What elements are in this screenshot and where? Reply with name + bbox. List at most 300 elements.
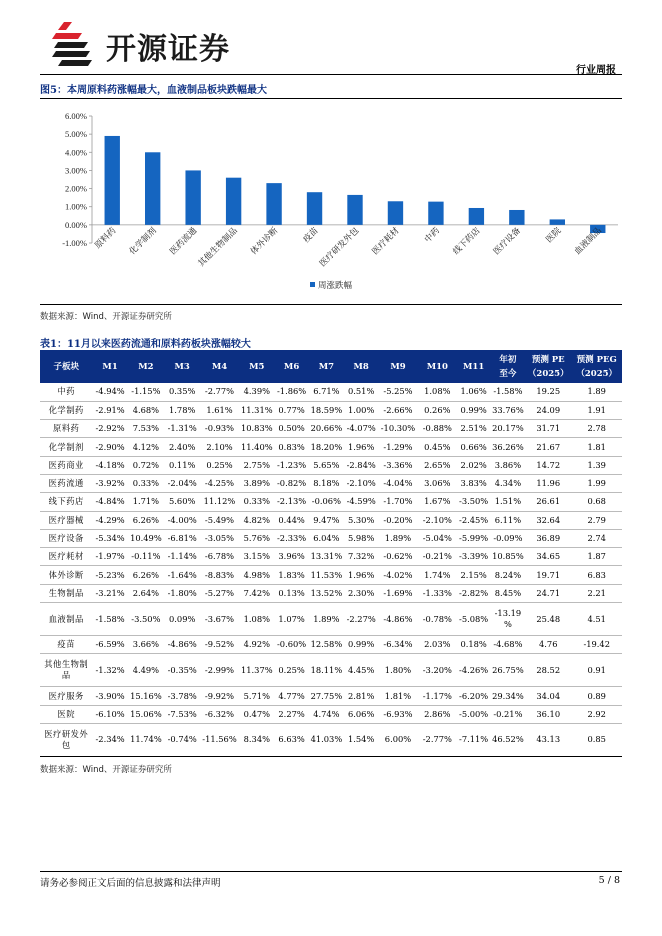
table-cell: -0.06% [308, 493, 344, 511]
table-cell: 0.99% [456, 401, 490, 419]
x-category-label: 医疗耗材 [370, 225, 402, 258]
table-cell: -1.29% [378, 438, 418, 456]
table-cell: 1.61% [200, 401, 238, 419]
table-cell: -1.58% [92, 603, 127, 636]
header-pe-line2: （2025） [527, 368, 569, 379]
table-cell: 2.79 [571, 511, 622, 529]
table-cell: 2.78 [571, 420, 622, 438]
table-cell: 26.61 [525, 493, 571, 511]
table-cell: -5.04% [418, 529, 456, 547]
table-row [40, 636, 622, 654]
footer-disclaimer: 请务必参阅正文后面的信息披露和法律声明 [40, 878, 221, 889]
table-cell: -1.32% [92, 654, 127, 687]
table-cell: 2.75% [239, 456, 275, 474]
table-cell: 1.07% [275, 603, 308, 636]
table-cell: -2.84% [345, 456, 378, 474]
table-cell: -0.82% [275, 474, 308, 492]
table-cell: -4.02% [378, 566, 418, 584]
table-header-row [40, 350, 622, 383]
table-cell: -4.86% [164, 636, 200, 654]
table-cell: 7.42% [239, 584, 275, 602]
bar [509, 210, 524, 225]
table-row [40, 456, 622, 474]
table-cell: 36.10 [525, 705, 571, 723]
row-label-cell: 线下药店 [40, 493, 92, 511]
table-cell: -2.92% [92, 420, 127, 438]
header-cell-pe [525, 350, 571, 383]
bar [347, 195, 362, 225]
table-cell: 20.17% [491, 420, 525, 438]
table-cell: -6.20% [456, 687, 490, 705]
table-cell: -6.32% [200, 705, 238, 723]
table-cell: -1.64% [164, 566, 200, 584]
table-cell: -0.21% [418, 548, 456, 566]
table-cell: -3.20% [418, 654, 456, 687]
header-cell: M6 [275, 350, 308, 383]
table-cell: -3.78% [164, 687, 200, 705]
table-cell: 11.40% [239, 438, 275, 456]
table-cell: 2.10% [200, 438, 238, 456]
table-cell: 1.00% [345, 401, 378, 419]
row-label-cell: 医疗服务 [40, 687, 92, 705]
table-cell: 0.85 [571, 723, 622, 756]
x-category-label: 化学制剂 [127, 225, 159, 258]
figure-caption: 图5：本周原料药涨幅最大，血液制品板块跌幅最大 [40, 85, 267, 96]
header-rule [40, 74, 622, 75]
table-cell: -3.50% [456, 493, 490, 511]
row-label-cell: 医疗器械 [40, 511, 92, 529]
header-cell: M8 [345, 350, 378, 383]
table-cell: -0.09% [491, 529, 525, 547]
table-cell: -1.31% [164, 420, 200, 438]
table-cell: -3.90% [92, 687, 127, 705]
header-cell: M3 [164, 350, 200, 383]
table-cell: 1.89% [378, 529, 418, 547]
table-cell: 1.54% [345, 723, 378, 756]
table-cell: 15.16% [128, 687, 164, 705]
table-cell: -1.80% [164, 584, 200, 602]
table-cell: 7.32% [345, 548, 378, 566]
x-category-label: 原料药 [93, 225, 119, 252]
bar [185, 170, 200, 224]
table-cell: 7.53% [128, 420, 164, 438]
table-cell: 9.47% [308, 511, 344, 529]
table-cell: 10.49% [128, 529, 164, 547]
table-cell: 28.52 [525, 654, 571, 687]
table-row [40, 687, 622, 705]
y-tick-label: -1.00% [62, 238, 87, 248]
x-category-label: 中药 [422, 225, 443, 246]
table-cell: -4.18% [92, 456, 127, 474]
row-label-cell: 生物制品 [40, 584, 92, 602]
table-cell: 0.66% [456, 438, 490, 456]
table-cell: 1.87 [571, 548, 622, 566]
table-cell: 31.71 [525, 420, 571, 438]
table-cell: 1.67% [418, 493, 456, 511]
table-cell: 5.98% [345, 529, 378, 547]
table-cell: -1.86% [275, 383, 308, 401]
table-cell: 1.78% [164, 401, 200, 419]
table-cell: -0.93% [200, 420, 238, 438]
table-cell: 0.77% [275, 401, 308, 419]
table-cell: 2.51% [456, 420, 490, 438]
table-cell: 43.13 [525, 723, 571, 756]
y-tick-label: 5.00% [65, 129, 87, 140]
table-cell: -2.45% [456, 511, 490, 529]
table-cell: 14.72 [525, 456, 571, 474]
table-cell: -2.34% [92, 723, 127, 756]
brand-name: 开源证券 [106, 32, 230, 67]
table-cell: 0.99% [345, 636, 378, 654]
table-cell: -2.04% [164, 474, 200, 492]
table-cell: 0.50% [275, 420, 308, 438]
table-cell: -0.21% [491, 705, 525, 723]
table-cell: -4.25% [200, 474, 238, 492]
row-label-cell: 医药商业 [40, 456, 92, 474]
table-cell: 29.34% [491, 687, 525, 705]
bar [388, 201, 403, 225]
table-cell: 0.68 [571, 493, 622, 511]
header-cell: M4 [200, 350, 238, 383]
row-label-cell: 化学制药 [40, 401, 92, 419]
table-row [40, 383, 622, 401]
table-cell: 5.60% [164, 493, 200, 511]
table-cell: -1.58% [491, 383, 525, 401]
table-cell: -3.05% [200, 529, 238, 547]
table-cell: 1.83% [275, 566, 308, 584]
table-cell: 5.65% [308, 456, 344, 474]
table-cell: 0.25% [200, 456, 238, 474]
table-cell: -4.04% [378, 474, 418, 492]
table-cell: 6.11% [491, 511, 525, 529]
table-cell: -1.17% [418, 687, 456, 705]
bar [145, 152, 160, 225]
table-cell: -5.34% [92, 529, 127, 547]
table-cell: 6.26% [128, 566, 164, 584]
x-category-label: 疫苗 [301, 225, 321, 246]
table-cell: -2.77% [418, 723, 456, 756]
figure-source: 数据来源：Wind、开源证券研究所 [40, 312, 172, 322]
bar [105, 136, 120, 225]
table-cell: -3.39% [456, 548, 490, 566]
table-cell: 8.24% [491, 566, 525, 584]
table-row [40, 548, 622, 566]
table-cell: 0.51% [345, 383, 378, 401]
header-cell: M1 [92, 350, 127, 383]
x-category-label: 医疗设备 [491, 225, 523, 258]
table-row [40, 705, 622, 723]
table-cell: -4.68% [491, 636, 525, 654]
table-cell: -0.74% [164, 723, 200, 756]
table-cell: 18.59% [308, 401, 344, 419]
table-cell: 2.02% [456, 456, 490, 474]
table-cell: 11.96 [525, 474, 571, 492]
table-cell: -0.20% [378, 511, 418, 529]
header-pe-line1: 预测 PE [531, 354, 565, 365]
table-cell: 6.71% [308, 383, 344, 401]
table-cell: -1.69% [378, 584, 418, 602]
header-cell: M5 [239, 350, 275, 383]
table-cell: -3.67% [200, 603, 238, 636]
table-cell: 10.83% [239, 420, 275, 438]
table-cell: 19.71 [525, 566, 571, 584]
table-cell: -2.13% [275, 493, 308, 511]
bar [307, 192, 322, 225]
brand-logo [52, 20, 252, 66]
table-cell: 0.11% [164, 456, 200, 474]
table-cell: -5.08% [456, 603, 490, 636]
table-cell: -4.07% [345, 420, 378, 438]
row-label-cell: 医院 [40, 705, 92, 723]
table-cell: 21.67 [525, 438, 571, 456]
table-cell: 18.20% [308, 438, 344, 456]
table-cell: -1.14% [164, 548, 200, 566]
table-row [40, 474, 622, 492]
table-cell: 6.00% [378, 723, 418, 756]
table-cell: 1.06% [456, 383, 490, 401]
table-cell: -6.59% [92, 636, 127, 654]
table-cell: -0.62% [378, 548, 418, 566]
legend-label: 周涨跌幅 [318, 281, 353, 291]
table-cell: 8.18% [308, 474, 344, 492]
x-category-label: 其他生物制品 [196, 225, 240, 270]
table-cell: 6.26% [128, 511, 164, 529]
table-cell: 1.96% [345, 566, 378, 584]
table-cell: -4.29% [92, 511, 127, 529]
row-label-cell: 其他生物制品 [40, 654, 92, 687]
table-cell: -1.33% [418, 584, 456, 602]
table-cell: 2.81% [345, 687, 378, 705]
table-row [40, 420, 622, 438]
table-cell: 0.13% [275, 584, 308, 602]
table-cell: 2.27% [275, 705, 308, 723]
row-label-cell: 体外诊断 [40, 566, 92, 584]
table-cell: -2.27% [345, 603, 378, 636]
table-cell: 0.72% [128, 456, 164, 474]
table-cell: 4.92% [239, 636, 275, 654]
header-cell: M7 [308, 350, 344, 383]
table-cell: -5.99% [456, 529, 490, 547]
table-cell: 2.40% [164, 438, 200, 456]
table-cell: 3.66% [128, 636, 164, 654]
header-cell: M10 [418, 350, 456, 383]
table-cell: 4.51 [571, 603, 622, 636]
table-cell: 12.58% [308, 636, 344, 654]
table-cell: 5.30% [345, 511, 378, 529]
table-cell: -1.23% [275, 456, 308, 474]
table-cell: -4.59% [345, 493, 378, 511]
table-cell: 2.74 [571, 529, 622, 547]
table-cell: 5.71% [239, 687, 275, 705]
table-cell: -3.50% [128, 603, 164, 636]
table-cell: 36.89 [525, 529, 571, 547]
row-label-cell: 疫苗 [40, 636, 92, 654]
table-cell: -2.90% [92, 438, 127, 456]
table-cell: 4.76 [525, 636, 571, 654]
table-cell: -8.83% [200, 566, 238, 584]
footer-rule [40, 871, 622, 872]
row-label-cell: 血液制品 [40, 603, 92, 636]
table-cell: 1.08% [418, 383, 456, 401]
table-cell: 34.04 [525, 687, 571, 705]
table-cell: 6.04% [308, 529, 344, 547]
table-cell: 1.80% [378, 654, 418, 687]
table-cell: 1.81 [571, 438, 622, 456]
table-cell: -4.84% [92, 493, 127, 511]
table-cell: 24.09 [525, 401, 571, 419]
table-cell: -3.92% [92, 474, 127, 492]
table-row [40, 566, 622, 584]
header-cell: M2 [128, 350, 164, 383]
table-cell: 0.91 [571, 654, 622, 687]
table-cell: -10.30% [378, 420, 418, 438]
y-tick-label: 3.00% [65, 165, 87, 176]
table-cell: 25.48 [525, 603, 571, 636]
brand-logo-icon [52, 20, 102, 66]
table-cell: 4.12% [128, 438, 164, 456]
table-cell: -5.27% [200, 584, 238, 602]
header-cell-ytd [491, 350, 525, 383]
table-row [40, 511, 622, 529]
header-cell: M11 [456, 350, 490, 383]
y-tick-label: 6.00% [65, 111, 87, 121]
table-cell: 11.53% [308, 566, 344, 584]
legend-swatch [310, 282, 315, 287]
y-tick-label: 0.00% [65, 219, 87, 230]
table-cell: -7.53% [164, 705, 200, 723]
table-row [40, 603, 622, 636]
table-cell: -0.88% [418, 420, 456, 438]
table-cell: -11.56% [200, 723, 238, 756]
table-cell: -2.33% [275, 529, 308, 547]
table-cell: -2.91% [92, 401, 127, 419]
table-cell: 0.89 [571, 687, 622, 705]
table-cell: -5.25% [378, 383, 418, 401]
x-category-label: 医疗研发外包 [317, 225, 362, 270]
bar [226, 178, 241, 225]
table-cell: 4.98% [239, 566, 275, 584]
table-cell: 8.34% [239, 723, 275, 756]
table-cell: 1.71% [128, 493, 164, 511]
row-label-cell: 医疗耗材 [40, 548, 92, 566]
table-cell: -1.70% [378, 493, 418, 511]
table-cell: 2.64% [128, 584, 164, 602]
table-cell: 1.89% [308, 603, 344, 636]
table-cell: 0.47% [239, 705, 275, 723]
table-cell: 18.11% [308, 654, 344, 687]
table-cell: -5.23% [92, 566, 127, 584]
row-label-cell: 中药 [40, 383, 92, 401]
table-cell: 15.06% [128, 705, 164, 723]
row-label-cell: 医药流通 [40, 474, 92, 492]
table-cell: -4.26% [456, 654, 490, 687]
header-ytd-line1: 年初 [499, 354, 517, 365]
table-cell: 1.89 [571, 383, 622, 401]
table-cell: 5.76% [239, 529, 275, 547]
figure-bottom-rule [40, 304, 622, 305]
table-cell: 4.34% [491, 474, 525, 492]
table-cell: 2.86% [418, 705, 456, 723]
table-cell: -0.60% [275, 636, 308, 654]
table-cell: 41.03% [308, 723, 344, 756]
page-number: 5 / 8 [598, 875, 620, 886]
table-cell: -0.35% [164, 654, 200, 687]
table-cell: 0.83% [275, 438, 308, 456]
table-cell: 6.06% [345, 705, 378, 723]
bar [266, 183, 281, 225]
table-cell: -6.81% [164, 529, 200, 547]
bar [469, 208, 484, 225]
x-category-label: 医药流通 [168, 225, 200, 258]
table-caption: 表1：11月以来医药流通和原料药板块涨幅较大 [40, 339, 251, 350]
table-cell: 4.74% [308, 705, 344, 723]
table-cell: 24.71 [525, 584, 571, 602]
table-cell: 13.31% [308, 548, 344, 566]
table-cell: 1.99 [571, 474, 622, 492]
table-row [40, 584, 622, 602]
table-cell: 0.33% [239, 493, 275, 511]
row-label-cell: 医疗设备 [40, 529, 92, 547]
header-peg-line2: （2025） [576, 368, 618, 379]
table-cell: -0.11% [128, 548, 164, 566]
table-cell: 1.08% [239, 603, 275, 636]
y-tick-label: 2.00% [65, 183, 87, 194]
table-cell: -3.21% [92, 584, 127, 602]
table-cell: 2.92 [571, 705, 622, 723]
x-category-label: 医院 [544, 225, 564, 246]
table-cell: 0.25% [275, 654, 308, 687]
table-cell: -2.10% [418, 511, 456, 529]
table-cell: 0.44% [275, 511, 308, 529]
table-cell: -19.42 [571, 636, 622, 654]
table-cell: 4.68% [128, 401, 164, 419]
table-cell: 0.09% [164, 603, 200, 636]
bar [428, 202, 443, 225]
table-cell: 0.33% [128, 474, 164, 492]
table-cell: -6.78% [200, 548, 238, 566]
table-cell: 3.89% [239, 474, 275, 492]
y-tick-label: 1.00% [65, 201, 87, 212]
table-cell: -13.19 % [491, 603, 525, 636]
table-row [40, 438, 622, 456]
table-cell: 46.52% [491, 723, 525, 756]
table-cell: 11.31% [239, 401, 275, 419]
header-cell: M9 [378, 350, 418, 383]
table-cell: 33.76% [491, 401, 525, 419]
table-cell: 1.74% [418, 566, 456, 584]
table-cell: -6.34% [378, 636, 418, 654]
table-cell: 0.18% [456, 636, 490, 654]
table-cell: 36.26% [491, 438, 525, 456]
table-source: 数据来源：Wind、开源证券研究所 [40, 765, 172, 775]
table-cell: -6.10% [92, 705, 127, 723]
table-cell: 1.91 [571, 401, 622, 419]
table-cell: 27.75% [308, 687, 344, 705]
document-type: 行业周报 [576, 65, 616, 76]
table-cell: 1.51% [491, 493, 525, 511]
table-cell: 26.75% [491, 654, 525, 687]
table-cell: 3.83% [456, 474, 490, 492]
table-cell: -2.10% [345, 474, 378, 492]
y-tick-label: 4.00% [65, 147, 87, 158]
table-cell: 2.03% [418, 636, 456, 654]
header-cell: 子板块 [40, 350, 92, 383]
header-cell-peg [571, 350, 622, 383]
table-cell: 19.25 [525, 383, 571, 401]
bar [550, 219, 565, 224]
table-cell: -3.36% [378, 456, 418, 474]
table-cell: -6.93% [378, 705, 418, 723]
